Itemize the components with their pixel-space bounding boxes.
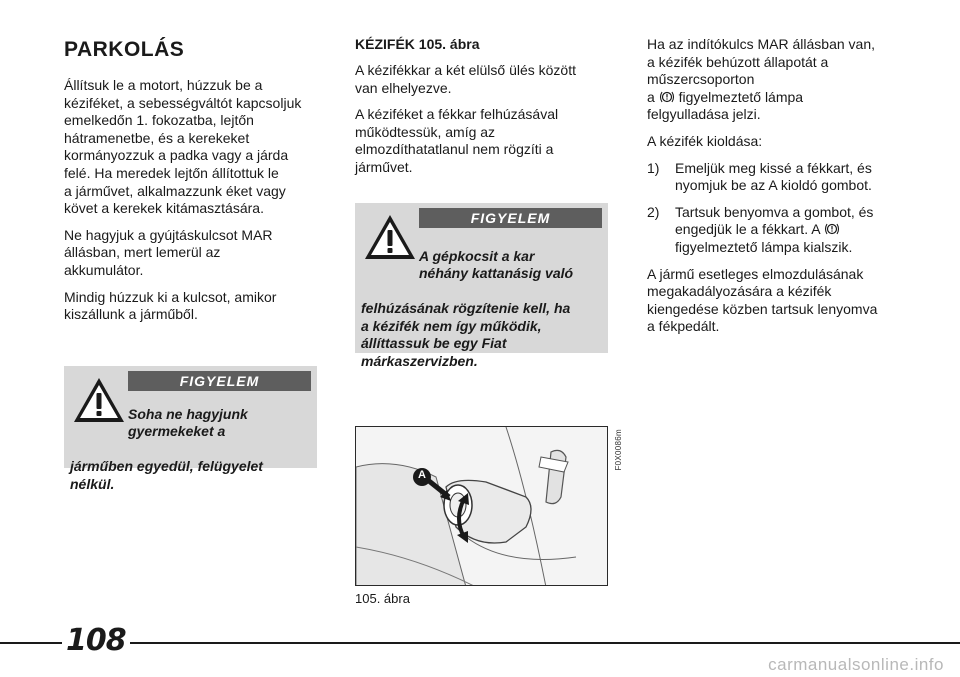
paragraph: Állítsuk le a motort, húzzuk be a kéziféket, a sebességváltót kapcsoljuk emelkedőn 1. fokozatba, lejtőn hátramenetbe, és a kerekeket kormányozzuk a padka vagy a járda felé. Ha meredek lejtőn állítottuk le a járművet, alkalmazzunk éket vagy követ a kerekek kitámasztására. [64, 77, 302, 217]
warning-text-rest: járműben egyedül, felügyelet nélkül. [70, 458, 263, 492]
warning-text [70, 388, 309, 511]
warning-heading: FIGYELEM [128, 371, 311, 391]
step-number: 2) [647, 203, 660, 220]
step-number: 1) [647, 159, 660, 176]
column-middle [355, 36, 610, 186]
list-item [647, 160, 909, 195]
list-item [647, 204, 909, 257]
figure-caption: 105. ábra [355, 591, 410, 606]
warning-text-line: Soha ne hagyjunk gyermekeket a [128, 405, 248, 439]
paragraph: A kéziféket a fékkar felhúzásával működtessük, amíg az elmozdíthatatlanul nem rögzíti a járművet. [355, 106, 559, 175]
paragraph: Ne hagyjuk a gyújtáskulcsot MAR állásban, mert lemerül az akkumulátor. [64, 226, 273, 278]
footer-rule-left [0, 642, 62, 644]
brake-lamp-icon [824, 222, 840, 236]
handbrake-figure [355, 426, 608, 586]
warning-box-children [64, 366, 317, 492]
warning-heading: FIGYELEM [419, 208, 602, 228]
column-left [64, 36, 326, 333]
column-right [647, 36, 909, 345]
paragraph-text: Ha az indítókulcs MAR állásban van, a kézifék behúzott állapotát a műszercsoporton a [647, 36, 875, 105]
footer-rule-right [130, 642, 960, 644]
figure-code: F0X0086m [614, 429, 623, 471]
step-text: Emeljük meg kissé a fékkart, és nyomjuk be az A kioldó gombot. [675, 159, 872, 194]
watermark: carmanualsonline.info [768, 655, 944, 674]
release-steps [647, 160, 909, 257]
brake-lamp-icon [659, 90, 675, 104]
step-text: Tartsuk benyomva a gombot, és engedjük le a fékkart. A [675, 203, 874, 238]
warning-text-rest: felhúzásának rögzítenie kell, ha a kézifék nem így működik, állíttassuk be egy Fiat márkaszervizben. [361, 300, 571, 369]
paragraph: Mindig húzzuk ki a kulcsot, amikor kiszállunk a járműből. [64, 288, 277, 323]
section-title: PARKOLÁS [64, 38, 185, 61]
figure-label-a: A [418, 469, 426, 481]
paragraph: A jármű esetleges elmozdulásának megakadályozására a kézifék kiengedése közben tartsuk lenyomva a fékpedált. [647, 265, 878, 335]
paragraph: A kézifékkar a két elülső ülés között van elhelyezve. [355, 62, 576, 96]
page-number: 108 [66, 623, 126, 658]
paragraph-text: figyelmeztető lámpa felgyulladása jelzi. [647, 88, 804, 123]
warning-box-handbrake [355, 203, 608, 369]
paragraph-mar [647, 36, 909, 124]
section-subtitle: KÉZIFÉK 105. ábra [355, 36, 480, 52]
handbrake-illustration [356, 427, 608, 586]
warning-text [361, 230, 600, 388]
warning-text-line: A gépkocsit a kar néhány kattanásig való [419, 247, 574, 281]
paragraph: A kézifék kioldása: [647, 132, 763, 149]
step-text: figyelmeztető lámpa kialszik. [675, 238, 853, 255]
